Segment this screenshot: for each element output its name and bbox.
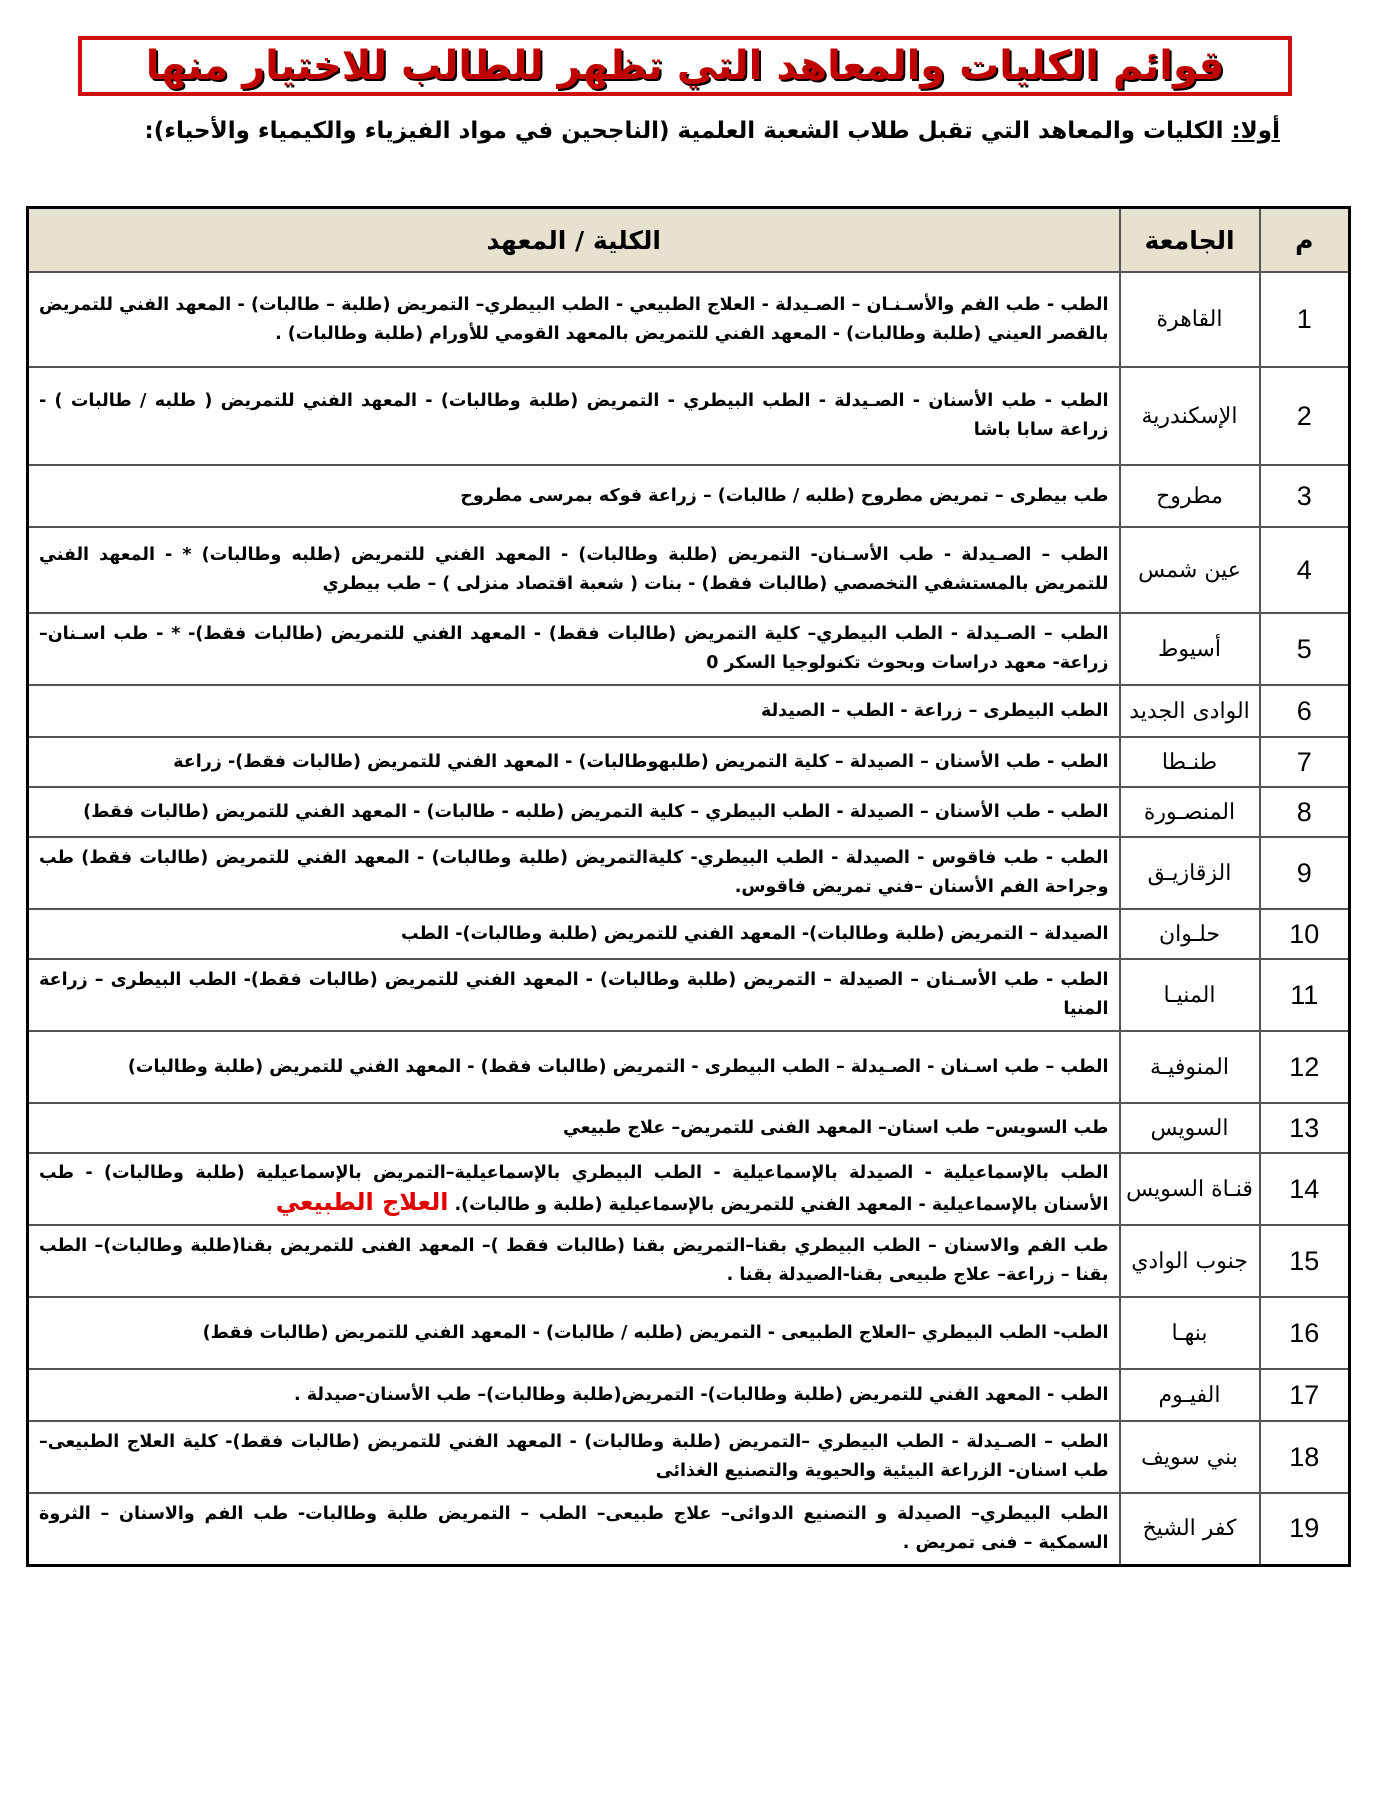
faculty-text: الطب البيطرى – زراعة - الطب – الصيدلة	[761, 700, 1109, 721]
university-name: بنهـا	[1120, 1297, 1260, 1369]
university-name: جنوب الوادي	[1120, 1225, 1260, 1297]
row-number: 4	[1260, 527, 1350, 613]
faculties-table	[26, 206, 1351, 1567]
row-number: 3	[1260, 465, 1350, 527]
table-row	[28, 1031, 1350, 1103]
university-name: القاهرة	[1120, 272, 1260, 367]
faculty-text: الطب – طب اسـنان - الصـيدلة – الطب البيطرى - التمريض (طالبات فقط) - المعهد الفني للتمريض (طلبة وطالبات)	[127, 1056, 1109, 1077]
row-number: 2	[1260, 367, 1350, 465]
university-name: عين شمس	[1120, 527, 1260, 613]
university-name: المنصـورة	[1120, 787, 1260, 837]
header-num: م	[1260, 208, 1350, 273]
table-row	[28, 367, 1350, 465]
faculty-text: الطب - طب الفم والأسـنـان – الصـيدلة - العلاج الطبيعي - الطب البيطري– التمريض (طلبة – طالبات) - المعهد الفني للتمريض بالقصر العيني (طلبة وطالبات) - المعهد الفني للتمريض بالمعهد القومي للأورام (طلبة وطالبات) .	[39, 294, 1109, 344]
university-name: حلـوان	[1120, 909, 1260, 959]
university-name: المنوفيـة	[1120, 1031, 1260, 1103]
faculty-list	[28, 613, 1120, 685]
faculty-list	[28, 787, 1120, 837]
university-name: كفر الشيخ	[1120, 1493, 1260, 1565]
faculty-text: الطب - المعهد الفني للتمريض (طلبة وطالبات)- التمريض(طلبة وطالبات)– طب الأسنان-صيدلة .	[293, 1384, 1109, 1405]
faculty-list	[28, 737, 1120, 787]
faculty-list	[28, 1225, 1120, 1297]
faculty-text: الطب – الصـيدلة - الطب البيطري– كلية التمريض (طالبات فقط) - المعهد الفني للتمريض (طالبات فقط)- * - طب اسـنان– زراعة- معهد دراسات وبحوث تكنولوجيا السكر 0	[39, 624, 1109, 673]
table-row	[28, 787, 1350, 837]
row-number: 13	[1260, 1103, 1350, 1153]
university-name: المنيـا	[1120, 959, 1260, 1031]
faculty-text: الطب- الطب البيطري –العلاج الطبيعى - التمريض (طلبه / طالبات) - المعهد الفني للتمريض (طالبات فقط)	[202, 1322, 1109, 1343]
university-name: طنـطا	[1120, 737, 1260, 787]
row-number: 8	[1260, 787, 1350, 837]
university-name: السويس	[1120, 1103, 1260, 1153]
faculty-list	[28, 1493, 1120, 1565]
faculty-text: الطب - طب الأسنان - الصـيدلة - الطب البيطري - التمريض (طلبة وطالبات) - المعهد الفني للتمريض ( طلبه / طالبات ) - زراعة سابا باشا	[39, 391, 1109, 440]
faculty-text: طب بيطرى – تمريض مطروح (طلبه / طالبات) – زراعة فوكه بمرسى مطروح	[460, 485, 1109, 506]
university-name: الفيـوم	[1120, 1369, 1260, 1421]
title-box	[78, 36, 1292, 96]
row-number: 12	[1260, 1031, 1350, 1103]
intro-lead: أولا:	[1231, 118, 1280, 144]
header-university: الجامعة	[1120, 208, 1260, 273]
table-row	[28, 1153, 1350, 1225]
intro-text: الكليات والمعاهد التي تقبل طلاب الشعبة العلمية (الناجحين في مواد الفيزياء والكيمياء والأحياء):	[144, 118, 1232, 144]
row-number: 18	[1260, 1421, 1350, 1493]
faculty-list	[28, 1153, 1120, 1225]
table-body	[28, 272, 1350, 1565]
table-row	[28, 737, 1350, 787]
table-row	[28, 909, 1350, 959]
table-row	[28, 1297, 1350, 1369]
university-name: مطروح	[1120, 465, 1260, 527]
faculty-list	[28, 465, 1120, 527]
faculty-list	[28, 1297, 1120, 1369]
faculty-text: الصيدلة – التمريض (طلبة وطالبات)- المعهد الفني للتمريض (طلبة وطالبات)- الطب	[400, 923, 1109, 944]
faculty-list	[28, 685, 1120, 737]
row-number: 10	[1260, 909, 1350, 959]
row-number: 17	[1260, 1369, 1350, 1421]
faculty-text: طب الفم والاسنان – الطب البيطري بقنا–التمريض بقنا (طالبات فقط )– المعهد الفنى للتمريض بقنا(طلبة وطالبات)– الطب بقنا – زراعة– علاج طبيعى بقنا-الصيدلة بقنا .	[39, 1236, 1109, 1285]
faculty-text: الطب – الصـيدلة - طب الأسـنان- التمريض (طلبة وطالبات) - المعهد الفني للتمريض (طلبه وطالبات) * - المعهد الفني للتمريض بالمستشفي التخصصي (طالبات فقط) - بنات ( شعبة اقتصاد منزلى ) – طب بيطري	[39, 545, 1109, 594]
faculty-text: الطب - طب الأسـنان – الصيدلة – التمريض (طلبة وطالبات) - المعهد الفني للتمريض (طالبات فقط)- الطب البيطرى – زراعة المنيا	[39, 970, 1109, 1019]
faculty-list	[28, 527, 1120, 613]
faculty-list	[28, 1421, 1120, 1493]
row-number: 6	[1260, 685, 1350, 737]
faculty-list	[28, 837, 1120, 909]
table-row	[28, 1493, 1350, 1565]
university-name: الوادى الجديد	[1120, 685, 1260, 737]
faculty-list	[28, 959, 1120, 1031]
university-name: الزقازيـق	[1120, 837, 1260, 909]
faculty-text: الطب - طب الأسنان – الصيدلة - الطب البيطري – كلية التمريض (طلبه - طالبات) - المعهد الفني للتمريض (طالبات فقط)	[83, 801, 1109, 822]
table-row	[28, 1369, 1350, 1421]
table-row	[28, 272, 1350, 367]
table-row	[28, 613, 1350, 685]
faculty-text: طب السويس– طب اسنان– المعهد الفنى للتمريض– علاج طبيعي	[562, 1117, 1109, 1138]
row-number: 11	[1260, 959, 1350, 1031]
table-row	[28, 1421, 1350, 1493]
row-number: 9	[1260, 837, 1350, 909]
row-number: 14	[1260, 1153, 1350, 1225]
table-row	[28, 837, 1350, 909]
university-name: قنـاة السويس	[1120, 1153, 1260, 1225]
table-row	[28, 685, 1350, 737]
intro-paragraph	[84, 116, 1280, 146]
faculty-list	[28, 367, 1120, 465]
faculty-text: الطب البيطري– الصيدلة و التصنيع الدوائى– علاج طبيعى– الطب – التمريض طلبة وطالبات- طب الفم والاسنان – الثروة السمكية – فنى تمريض .	[39, 1503, 1109, 1553]
row-number: 1	[1260, 272, 1350, 367]
university-name: الإسكندرية	[1120, 367, 1260, 465]
faculty-list	[28, 1031, 1120, 1103]
faculty-highlight: العلاج الطبيعي	[275, 1187, 449, 1216]
table-row	[28, 1103, 1350, 1153]
faculty-list	[28, 909, 1120, 959]
faculty-text: الطب - طب الأسنان – الصيدلة – كلية التمريض (طلبهوطالبات) - المعهد الفني للتمريض (طالبات فقط)- زراعة	[173, 751, 1109, 772]
row-number: 19	[1260, 1493, 1350, 1565]
table-header-row	[28, 208, 1350, 273]
table-row	[28, 527, 1350, 613]
faculty-list	[28, 1103, 1120, 1153]
faculty-list	[28, 1369, 1120, 1421]
row-number: 7	[1260, 737, 1350, 787]
faculty-text: الطب بالإسماعيلية - الصيدلة بالإسماعيلية - الطب البيطري بالإسماعيلية–التمريض بالإسماعيلية (طلبة وطالبات) - طب الأسنان بالإسماعيلية - المعهد الفني للتمريض بالإسماعيلية (طلبة و طالبات).	[39, 1162, 1109, 1215]
table-row	[28, 465, 1350, 527]
table-row	[28, 959, 1350, 1031]
faculty-text: الطب - طب فاقوس - الصيدلة - الطب البيطري- كليةالتمريض (طلبة وطالبات) - المعهد الفني للتمريض (طالبات فقط) طب وجراحة الفم الأسنان –فني تمريض فاقوس.	[39, 848, 1109, 897]
university-name: بني سويف	[1120, 1421, 1260, 1493]
row-number: 16	[1260, 1297, 1350, 1369]
page-title: قوائم الكليات والمعاهد التي تظهر للطالب للاختيار منها	[145, 43, 1225, 89]
faculty-text: الطب – الصـيدلة - الطب البيطري –التمريض (طلبة وطالبات) - المعهد الفني للتمريض (طالبات فقط)- كلية العلاج الطبيعى– طب اسنان- الزراعة البيئية والحيوية والتصنيع الغذائى	[39, 1432, 1109, 1481]
row-number: 15	[1260, 1225, 1350, 1297]
faculty-list	[28, 272, 1120, 367]
row-number: 5	[1260, 613, 1350, 685]
university-name: أسيوط	[1120, 613, 1260, 685]
table-row	[28, 1225, 1350, 1297]
header-faculty: الكلية / المعهد	[28, 208, 1120, 273]
